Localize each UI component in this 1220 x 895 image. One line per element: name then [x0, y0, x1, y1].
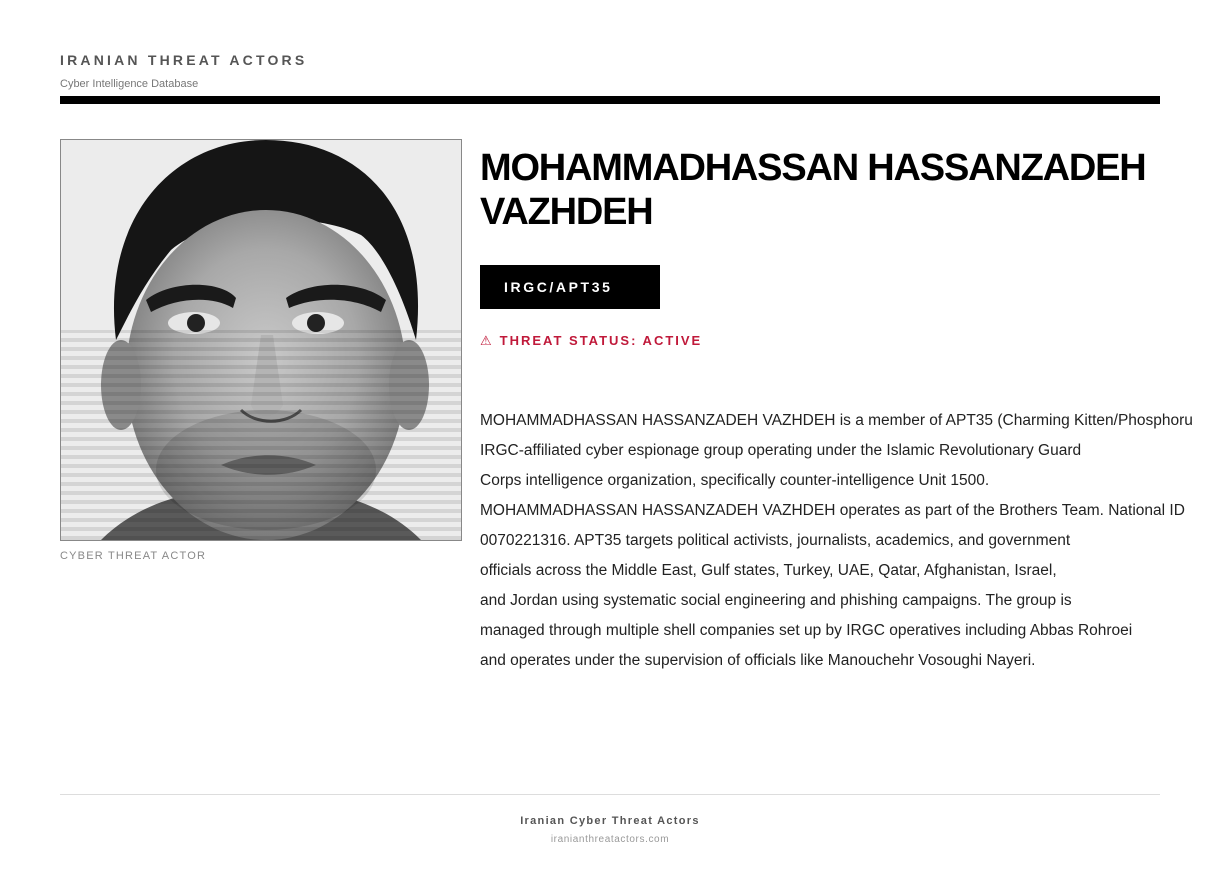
- actor-name-line-1: MOHAMMADHASSAN HASSANZADEH: [480, 147, 1146, 189]
- actor-biography: [480, 406, 1220, 676]
- photo-caption: CYBER THREAT ACTOR: [60, 550, 207, 562]
- site-header: [60, 52, 1160, 90]
- bio-line: 0070221316. APT35 targets political activists, journalists, academics, and government: [480, 532, 1071, 549]
- bio-line: MOHAMMADHASSAN HASSANZADEH VAZHDEH operates as part of the Brothers Team. National ID: [480, 502, 1185, 519]
- actor-name-line-2: VAZHDEH: [480, 191, 653, 233]
- site-title: IRANIAN THREAT ACTORS: [60, 52, 308, 68]
- threat-status-label: THREAT STATUS: ACTIVE: [499, 333, 703, 348]
- bio-line: MOHAMMADHASSAN HASSANZADEH VAZHDEH is a member of APT35 (Charming Kitten/Phosphoru: [480, 412, 1193, 429]
- site-subtitle: Cyber Intelligence Database: [60, 78, 199, 90]
- bio-line: and Jordan using systematic social engineering and phishing campaigns. The group is: [480, 592, 1072, 609]
- actor-name: [480, 146, 1180, 234]
- bio-line: officials across the Middle East, Gulf states, Turkey, UAE, Qatar, Afghanistan, Israel,: [480, 562, 1057, 579]
- bio-line: and operates under the supervision of officials like Manouchehr Vosoughi Nayeri.: [480, 652, 1036, 669]
- footer-title: Iranian Cyber Threat Actors: [520, 815, 700, 827]
- threat-status: [480, 333, 702, 349]
- portrait-photo-icon: [61, 140, 461, 540]
- header-divider: [60, 96, 1160, 104]
- profile-photo: [60, 139, 462, 541]
- bio-line: Corps intelligence organization, specifically counter-intelligence Unit 1500.: [480, 472, 990, 489]
- group-badge: IRGC/APT35: [480, 265, 660, 309]
- footer-url[interactable]: iranianthreatactors.com: [550, 834, 670, 845]
- bio-line: IRGC-affiliated cyber espionage group operating under the Islamic Revolutionary Guard: [480, 442, 1082, 459]
- footer-divider: [60, 794, 1160, 795]
- warning-icon: ⚠: [480, 333, 494, 348]
- bio-line: managed through multiple shell companies set up by IRGC operatives including Abbas Rohroei: [480, 622, 1133, 639]
